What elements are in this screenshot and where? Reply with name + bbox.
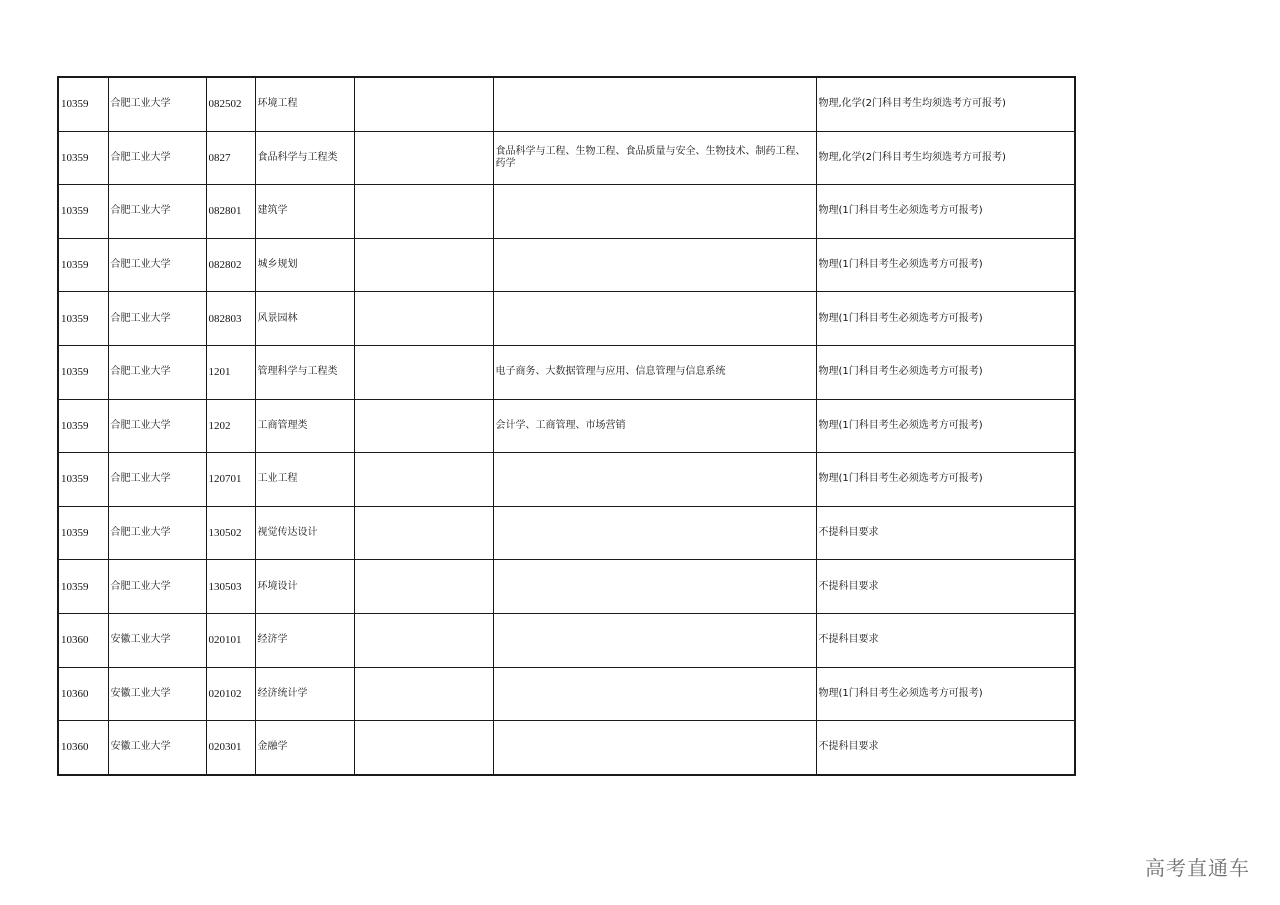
note-cell bbox=[354, 506, 493, 560]
major-code-cell: 082502 bbox=[206, 77, 255, 131]
major-name-cell: 工业工程 bbox=[255, 453, 354, 507]
note-cell bbox=[354, 77, 493, 131]
major-name-cell: 金融学 bbox=[255, 721, 354, 775]
table-row bbox=[58, 399, 1075, 453]
subject-requirement-cell: 物理,化学(2门科目考生均须选考方可报考) bbox=[816, 77, 1075, 131]
table-row bbox=[58, 506, 1075, 560]
table-row bbox=[58, 721, 1075, 775]
major-name-cell: 食品科学与工程类 bbox=[255, 131, 354, 185]
major-name-cell: 环境设计 bbox=[255, 560, 354, 614]
school-code-cell: 10359 bbox=[58, 292, 108, 346]
subject-requirement-cell: 物理(1门科目考生必须选考方可报考) bbox=[816, 292, 1075, 346]
school-code-cell: 10360 bbox=[58, 613, 108, 667]
major-name-cell: 风景园林 bbox=[255, 292, 354, 346]
major-code-cell: 082801 bbox=[206, 185, 255, 239]
subject-requirement-cell: 物理(1门科目考生必须选考方可报考) bbox=[816, 238, 1075, 292]
note-cell bbox=[354, 131, 493, 185]
subject-requirement-cell: 不提科目要求 bbox=[816, 613, 1075, 667]
school-code-cell: 10359 bbox=[58, 560, 108, 614]
major-code-cell: 120701 bbox=[206, 453, 255, 507]
school-name-cell: 安徽工业大学 bbox=[108, 613, 206, 667]
subject-requirement-cell: 不提科目要求 bbox=[816, 560, 1075, 614]
included-majors-cell bbox=[493, 185, 816, 239]
note-cell bbox=[354, 721, 493, 775]
note-cell bbox=[354, 185, 493, 239]
major-code-cell: 082803 bbox=[206, 292, 255, 346]
school-name-cell: 合肥工业大学 bbox=[108, 77, 206, 131]
major-code-cell: 130503 bbox=[206, 560, 255, 614]
major-name-cell: 工商管理类 bbox=[255, 399, 354, 453]
school-code-cell: 10359 bbox=[58, 77, 108, 131]
school-name-cell: 合肥工业大学 bbox=[108, 399, 206, 453]
school-name-cell: 合肥工业大学 bbox=[108, 453, 206, 507]
major-name-cell: 经济学 bbox=[255, 613, 354, 667]
school-name-cell: 合肥工业大学 bbox=[108, 292, 206, 346]
note-cell bbox=[354, 238, 493, 292]
table-row bbox=[58, 238, 1075, 292]
included-majors-cell bbox=[493, 506, 816, 560]
school-code-cell: 10359 bbox=[58, 238, 108, 292]
note-cell bbox=[354, 560, 493, 614]
subject-requirements-table bbox=[57, 76, 1076, 776]
note-cell bbox=[354, 613, 493, 667]
included-majors-cell bbox=[493, 77, 816, 131]
school-code-cell: 10359 bbox=[58, 453, 108, 507]
included-majors-cell: 电子商务、大数据管理与应用、信息管理与信息系统 bbox=[493, 345, 816, 399]
school-name-cell: 合肥工业大学 bbox=[108, 345, 206, 399]
included-majors-cell bbox=[493, 667, 816, 721]
school-name-cell: 合肥工业大学 bbox=[108, 131, 206, 185]
subject-requirement-cell: 物理(1门科目考生必须选考方可报考) bbox=[816, 399, 1075, 453]
subject-requirement-cell: 不提科目要求 bbox=[816, 506, 1075, 560]
included-majors-cell bbox=[493, 613, 816, 667]
major-code-cell: 082802 bbox=[206, 238, 255, 292]
table-row bbox=[58, 453, 1075, 507]
table-row bbox=[58, 185, 1075, 239]
school-code-cell: 10360 bbox=[58, 667, 108, 721]
table-row bbox=[58, 131, 1075, 185]
note-cell bbox=[354, 399, 493, 453]
subject-requirement-cell: 物理(1门科目考生必须选考方可报考) bbox=[816, 453, 1075, 507]
included-majors-cell bbox=[493, 238, 816, 292]
school-code-cell: 10359 bbox=[58, 345, 108, 399]
school-name-cell: 安徽工业大学 bbox=[108, 667, 206, 721]
included-majors-cell bbox=[493, 453, 816, 507]
note-cell bbox=[354, 292, 493, 346]
major-code-cell: 1201 bbox=[206, 345, 255, 399]
major-code-cell: 0827 bbox=[206, 131, 255, 185]
included-majors-cell bbox=[493, 721, 816, 775]
included-majors-cell: 食品科学与工程、生物工程、食品质量与安全、生物技术、制药工程、药学 bbox=[493, 131, 816, 185]
note-cell bbox=[354, 667, 493, 721]
subject-requirement-cell: 物理(1门科目考生必须选考方可报考) bbox=[816, 667, 1075, 721]
school-name-cell: 合肥工业大学 bbox=[108, 560, 206, 614]
major-name-cell: 建筑学 bbox=[255, 185, 354, 239]
table-row bbox=[58, 292, 1075, 346]
school-name-cell: 安徽工业大学 bbox=[108, 721, 206, 775]
table-row bbox=[58, 345, 1075, 399]
major-code-cell: 020101 bbox=[206, 613, 255, 667]
note-cell bbox=[354, 453, 493, 507]
school-code-cell: 10360 bbox=[58, 721, 108, 775]
major-name-cell: 城乡规划 bbox=[255, 238, 354, 292]
subject-requirement-cell: 物理(1门科目考生必须选考方可报考) bbox=[816, 185, 1075, 239]
included-majors-cell: 会计学、工商管理、市场营销 bbox=[493, 399, 816, 453]
table-row bbox=[58, 77, 1075, 131]
major-code-cell: 020102 bbox=[206, 667, 255, 721]
table-row bbox=[58, 667, 1075, 721]
watermark-text: 高考直通车 bbox=[1145, 856, 1250, 880]
subject-requirement-cell: 物理,化学(2门科目考生均须选考方可报考) bbox=[816, 131, 1075, 185]
included-majors-cell bbox=[493, 292, 816, 346]
major-code-cell: 130502 bbox=[206, 506, 255, 560]
school-name-cell: 合肥工业大学 bbox=[108, 185, 206, 239]
table-row bbox=[58, 560, 1075, 614]
major-name-cell: 环境工程 bbox=[255, 77, 354, 131]
note-cell bbox=[354, 345, 493, 399]
school-code-cell: 10359 bbox=[58, 506, 108, 560]
school-code-cell: 10359 bbox=[58, 131, 108, 185]
table-row bbox=[58, 613, 1075, 667]
major-code-cell: 1202 bbox=[206, 399, 255, 453]
subject-requirement-cell: 不提科目要求 bbox=[816, 721, 1075, 775]
major-name-cell: 视觉传达设计 bbox=[255, 506, 354, 560]
major-name-cell: 经济统计学 bbox=[255, 667, 354, 721]
subject-requirement-cell: 物理(1门科目考生必须选考方可报考) bbox=[816, 345, 1075, 399]
major-code-cell: 020301 bbox=[206, 721, 255, 775]
school-name-cell: 合肥工业大学 bbox=[108, 238, 206, 292]
school-code-cell: 10359 bbox=[58, 399, 108, 453]
table-body bbox=[58, 77, 1075, 775]
school-code-cell: 10359 bbox=[58, 185, 108, 239]
school-name-cell: 合肥工业大学 bbox=[108, 506, 206, 560]
included-majors-cell bbox=[493, 560, 816, 614]
major-name-cell: 管理科学与工程类 bbox=[255, 345, 354, 399]
